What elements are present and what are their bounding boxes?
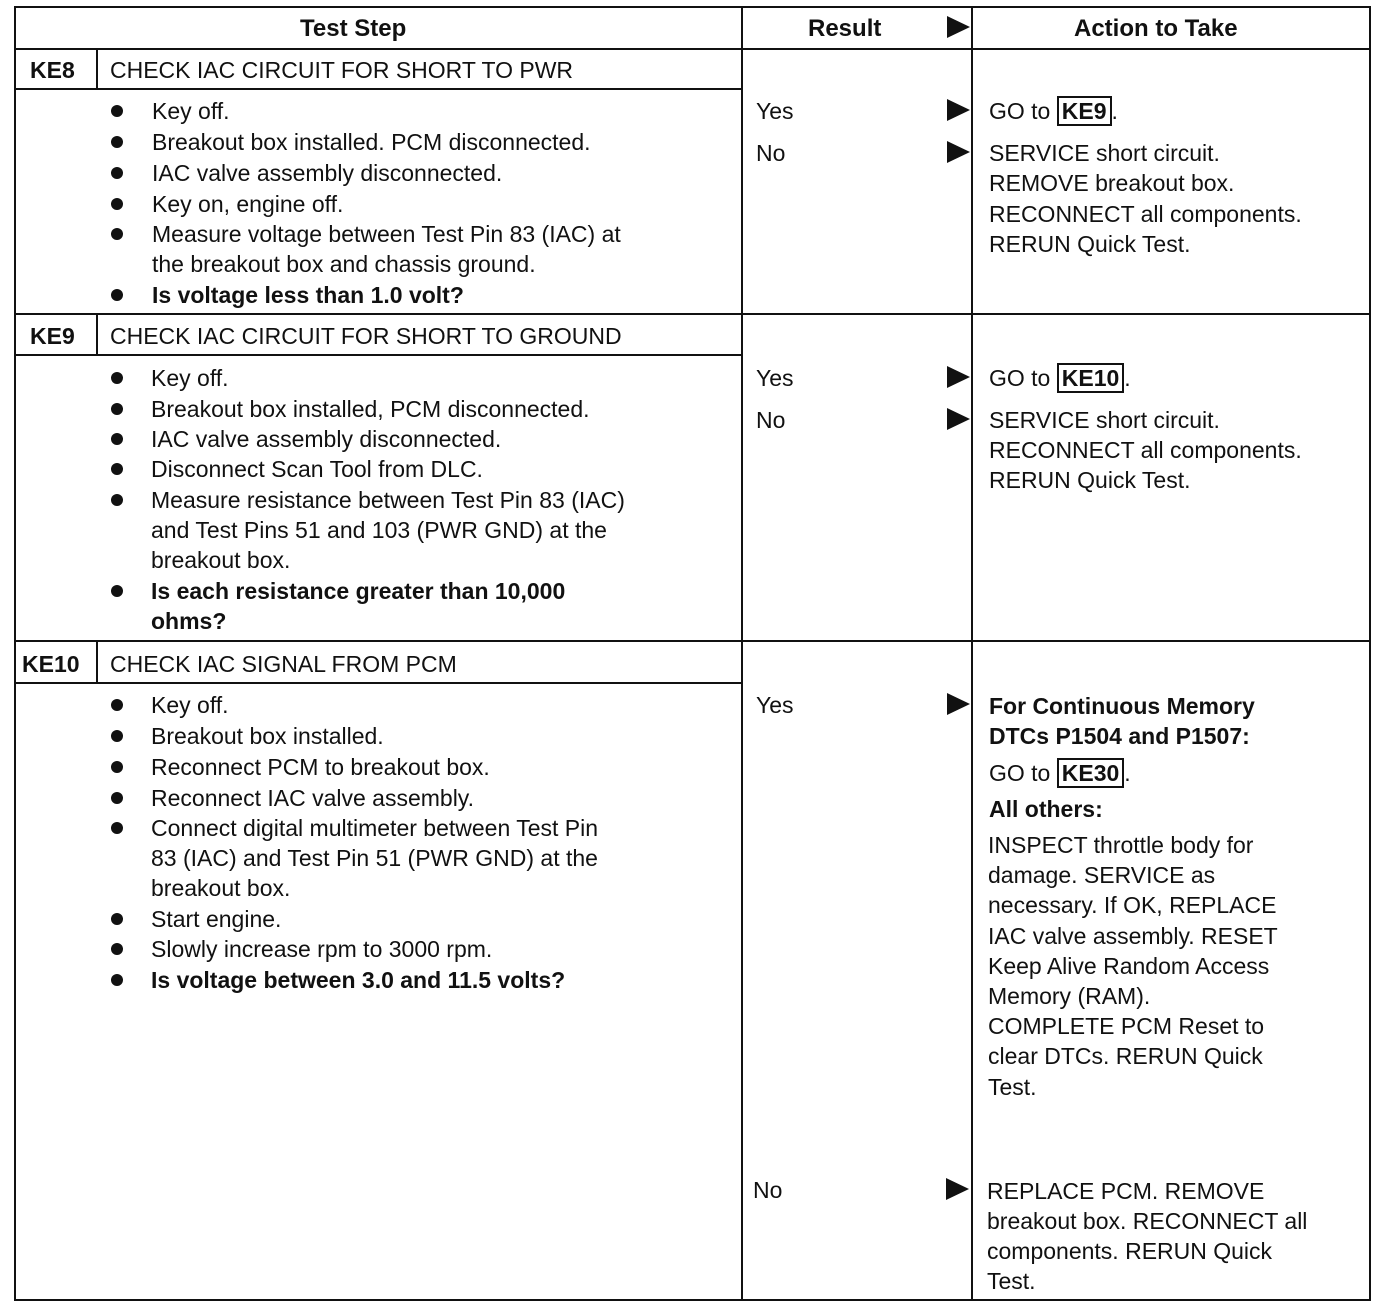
action-line: breakout box. RECONNECT all <box>987 1208 1308 1234</box>
step-bullet: Key off. <box>151 365 229 391</box>
step-reference: KE10 <box>1057 363 1125 393</box>
header-divider <box>14 48 1371 50</box>
step-bullet: Key on, engine off. <box>152 191 344 217</box>
action-condition: For Continuous Memory <box>989 693 1255 719</box>
result-yes: Yes <box>756 692 794 718</box>
action-goto-suffix: . <box>1111 98 1118 124</box>
table-border-top <box>14 6 1371 8</box>
action-line: RERUN Quick Test. <box>989 231 1191 257</box>
action-line: components. RERUN Quick <box>987 1238 1273 1264</box>
bullet-icon <box>111 699 123 711</box>
step-bullet: Measure resistance between Test Pin 83 (IAC) <box>151 487 625 513</box>
result-yes: Yes <box>756 365 794 391</box>
action-line: RECONNECT all components. <box>989 437 1302 463</box>
action-goto-prefix: GO to <box>989 760 1057 786</box>
action-line: clear DTCs. RERUN Quick <box>988 1043 1263 1069</box>
action-line: damage. SERVICE as <box>988 862 1216 888</box>
step-bullet: Breakout box installed. PCM disconnected. <box>152 129 591 155</box>
bullet-icon <box>111 167 123 179</box>
ke8-id-divider <box>96 50 98 90</box>
result-arrow-icon <box>946 1178 969 1200</box>
header-result: Result <box>808 15 882 42</box>
bullet-icon <box>111 730 123 742</box>
result-arrow-icon <box>947 693 970 715</box>
bullet-icon <box>111 289 123 301</box>
action-goto <box>989 758 1131 788</box>
step-title: CHECK IAC CIRCUIT FOR SHORT TO PWR <box>110 57 574 83</box>
action-line: RERUN Quick Test. <box>989 467 1191 493</box>
step-bullet: Key off. <box>152 98 230 124</box>
action-line: REPLACE PCM. REMOVE <box>987 1178 1265 1204</box>
bullet-icon <box>111 136 123 148</box>
step-bullet: Breakout box installed. <box>151 723 384 749</box>
step-id: KE8 <box>30 57 75 83</box>
bullet-icon <box>111 974 123 986</box>
step-bullet: Slowly increase rpm to 3000 rpm. <box>151 936 493 962</box>
table-border-bottom <box>14 1299 1371 1301</box>
action-line: SERVICE short circuit. <box>989 407 1220 433</box>
column-divider-result <box>741 6 743 1301</box>
action-line: Memory (RAM). <box>988 983 1151 1009</box>
action-goto <box>989 96 1118 126</box>
bullet-icon <box>111 822 123 834</box>
step-bullet: IAC valve assembly disconnected. <box>151 426 502 452</box>
step-bullet: Reconnect PCM to breakout box. <box>151 754 490 780</box>
action-others-label: All others: <box>989 796 1103 822</box>
bullet-icon <box>111 403 123 415</box>
result-yes: Yes <box>756 98 794 124</box>
action-line: REMOVE breakout box. <box>989 170 1235 196</box>
bullet-icon <box>111 761 123 773</box>
bullet-icon <box>111 198 123 210</box>
action-line: Test. <box>987 1268 1036 1294</box>
step-bullet: Measure voltage between Test Pin 83 (IAC) at <box>152 221 621 247</box>
result-no: No <box>753 1177 783 1203</box>
step-bullet-continuation: breakout box. <box>151 547 291 573</box>
step-bullet: Key off. <box>151 692 229 718</box>
ke9-title-divider <box>14 354 743 356</box>
step-question-continuation: ohms? <box>151 608 227 634</box>
step-question: Is each resistance greater than 10,000 <box>151 578 566 604</box>
header-test-step: Test Step <box>300 15 407 42</box>
step-bullet-continuation: 83 (IAC) and Test Pin 51 (PWR GND) at the <box>151 845 598 871</box>
step-title: CHECK IAC CIRCUIT FOR SHORT TO GROUND <box>110 323 622 349</box>
ke10-title-divider <box>14 682 743 684</box>
bullet-icon <box>111 943 123 955</box>
result-no: No <box>756 407 786 433</box>
bullet-icon <box>111 463 123 475</box>
action-line: necessary. If OK, REPLACE <box>988 892 1277 918</box>
ke10-id-divider <box>96 642 98 684</box>
step-bullet: Reconnect IAC valve assembly. <box>151 785 474 811</box>
bullet-icon <box>111 585 123 597</box>
bullet-icon <box>111 228 123 240</box>
step-question: Is voltage between 3.0 and 11.5 volts? <box>151 967 566 993</box>
action-line: SERVICE short circuit. <box>989 140 1220 166</box>
step-question: Is voltage less than 1.0 volt? <box>152 282 464 308</box>
table-border-right <box>1369 6 1371 1301</box>
row-divider <box>14 640 1371 642</box>
action-line: RECONNECT all components. <box>989 201 1302 227</box>
step-reference: KE30 <box>1057 758 1125 788</box>
action-line: Keep Alive Random Access <box>988 953 1270 979</box>
header-arrow-icon <box>947 16 970 38</box>
table-border-left <box>14 6 16 1301</box>
step-bullet: IAC valve assembly disconnected. <box>152 160 503 186</box>
action-line: COMPLETE PCM Reset to <box>988 1013 1265 1039</box>
bullet-icon <box>111 433 123 445</box>
header-action: Action to Take <box>1074 15 1238 42</box>
ke8-title-divider <box>14 88 743 90</box>
step-bullet-continuation: and Test Pins 51 and 103 (PWR GND) at the <box>151 517 607 543</box>
result-arrow-icon <box>947 366 970 388</box>
step-bullet-continuation: the breakout box and chassis ground. <box>152 251 536 277</box>
action-goto-prefix: GO to <box>989 365 1057 391</box>
bullet-icon <box>111 105 123 117</box>
row-divider <box>14 313 1371 315</box>
result-arrow-icon <box>947 99 970 121</box>
action-goto-prefix: GO to <box>989 98 1057 124</box>
action-condition: DTCs P1504 and P1507: <box>989 723 1250 749</box>
action-goto <box>989 363 1131 393</box>
result-arrow-icon <box>947 408 970 430</box>
action-line: IAC valve assembly. RESET <box>988 923 1278 949</box>
bullet-icon <box>111 913 123 925</box>
bullet-icon <box>111 372 123 384</box>
step-id: KE9 <box>30 323 75 349</box>
step-bullet: Connect digital multimeter between Test Pin <box>151 815 599 841</box>
step-bullet: Breakout box installed, PCM disconnected. <box>151 396 590 422</box>
action-line: INSPECT throttle body for <box>988 832 1254 858</box>
step-bullet-continuation: breakout box. <box>151 875 291 901</box>
ke9-id-divider <box>96 315 98 356</box>
step-bullet: Start engine. <box>151 906 282 932</box>
column-divider-action <box>971 6 973 1301</box>
step-reference: KE9 <box>1057 96 1112 126</box>
result-no: No <box>756 140 786 166</box>
step-title: CHECK IAC SIGNAL FROM PCM <box>110 651 457 677</box>
bullet-icon <box>111 494 123 506</box>
action-line: Test. <box>988 1074 1037 1100</box>
action-goto-suffix: . <box>1124 365 1131 391</box>
result-arrow-icon <box>947 141 970 163</box>
step-id: KE10 <box>22 651 80 677</box>
bullet-icon <box>111 792 123 804</box>
step-bullet: Disconnect Scan Tool from DLC. <box>151 456 483 482</box>
action-goto-suffix: . <box>1124 760 1131 786</box>
